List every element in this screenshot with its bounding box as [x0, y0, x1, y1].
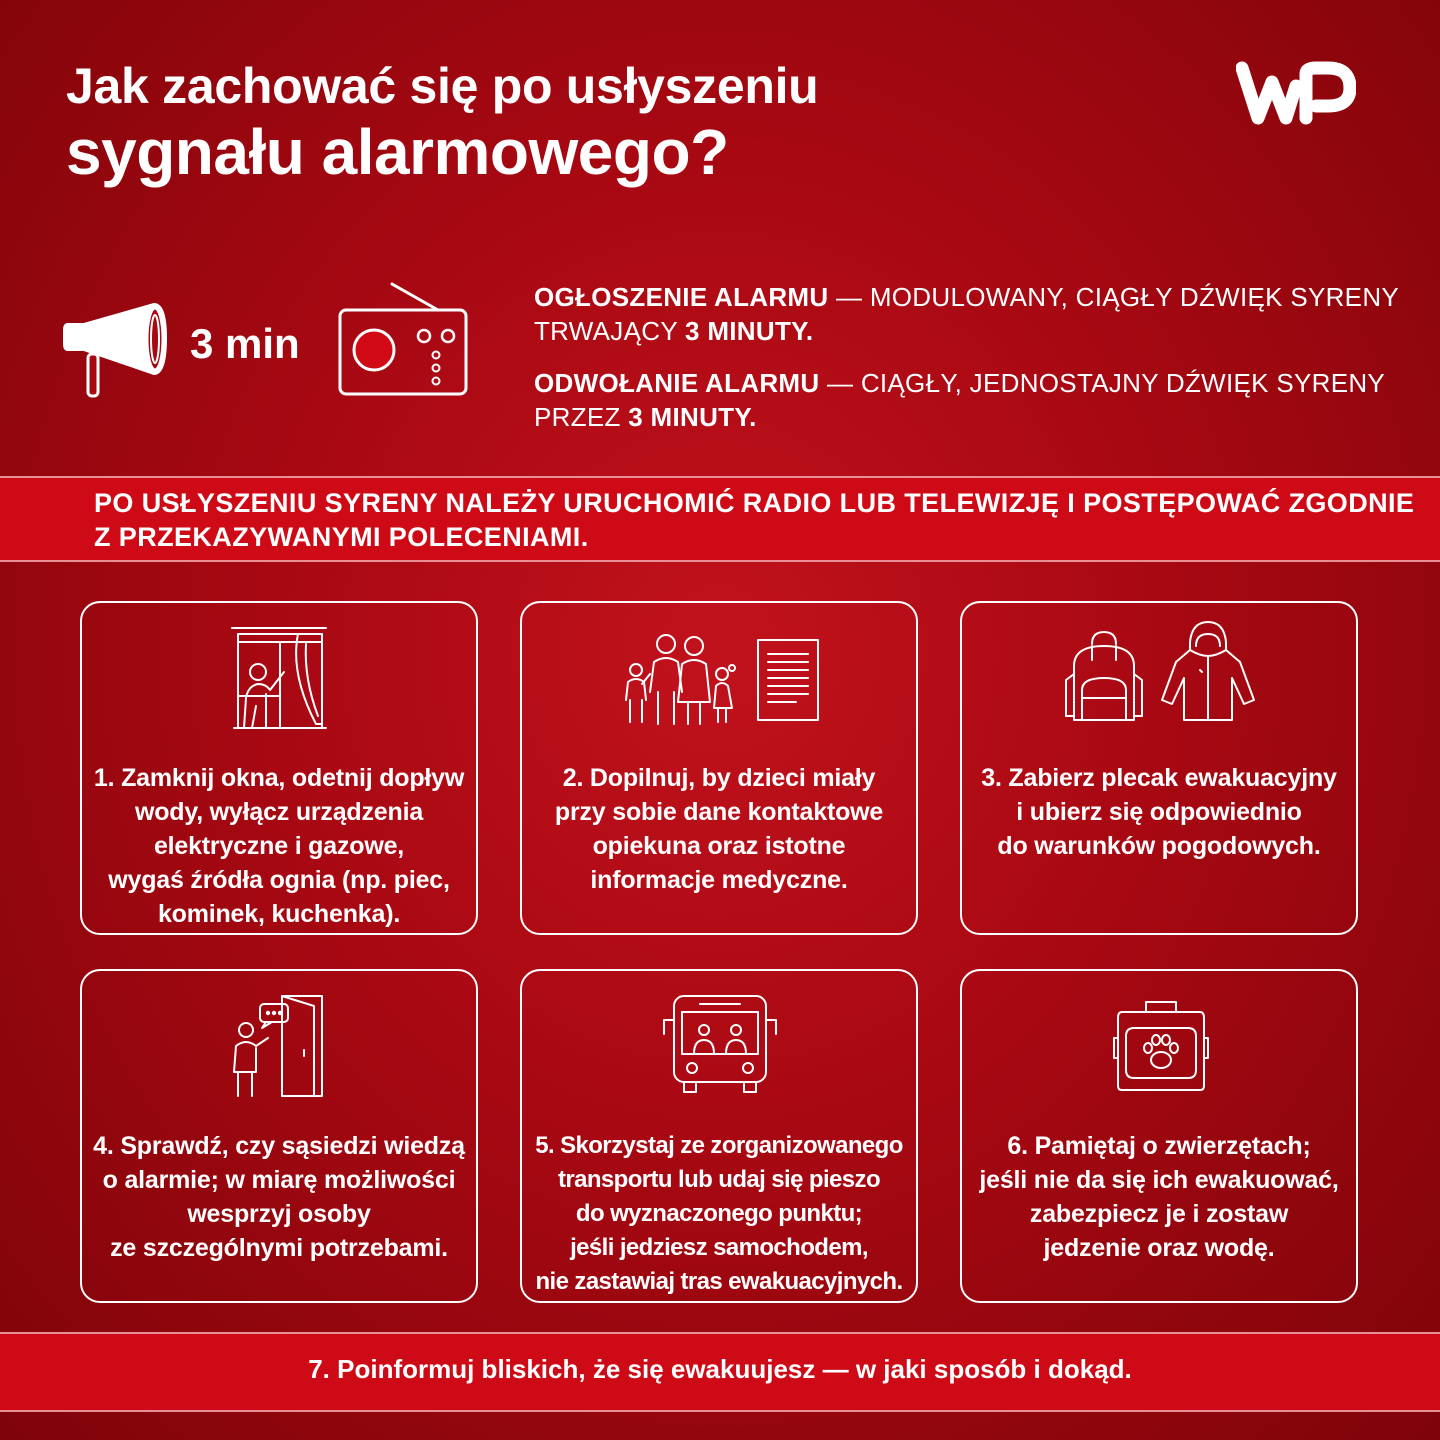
neighbor-door-icon [226, 992, 330, 1100]
cancellation-text: — CIĄGŁY, JEDNOSTAJNY DŹWIĘK SYRENY [819, 368, 1386, 398]
footer-text: 7. Poinformuj bliskich, że się ewakuujesz — w jaki sposób i dokąd. [308, 1354, 1132, 1384]
instruction-line: 5. Skorzystaj ze zorganizowanego [535, 1132, 903, 1159]
instruction-line: informacje medyczne. [590, 866, 848, 894]
instruction-text-5 [520, 1129, 918, 1299]
instruction-line: transportu lub udaj się pieszo [557, 1166, 881, 1193]
instruction-line: jedzenie oraz wodę. [1043, 1234, 1275, 1262]
instruction-line: 1. Zamknij okna, odetnij dopływ [93, 764, 465, 792]
instruction-line: wygaś źródła ognia (np. piec, [108, 866, 450, 894]
instruction-line: o alarmie; w miarę możliwości [102, 1166, 456, 1194]
notice-text [94, 486, 1414, 554]
instruction-text-1 [80, 761, 478, 931]
cancellation-label: ODWOŁANIE ALARMU [534, 368, 820, 398]
family-document-icon [616, 628, 826, 728]
announcement-label: OGŁOSZENIE ALARMU [534, 282, 829, 312]
instruction-line: i ubierz się odpowiednio [1016, 798, 1302, 826]
notice-line: PO USŁYSZENIU SYRENY NALEŻY URUCHOMIĆ RADIO LUB TELEWIZJĘ I POSTĘPOWAĆ ZGODNIE [94, 488, 1415, 518]
instruction-line: kominek, kuchenka). [157, 900, 401, 928]
instruction-line: 2. Dopilnuj, by dzieci miały [562, 764, 876, 792]
instruction-text-4 [80, 1129, 478, 1265]
radio-icon [334, 280, 474, 402]
pet-carrier-icon [1112, 998, 1210, 1094]
instruction-text-6 [960, 1129, 1358, 1265]
instruction-line: zabezpiecz je i zostaw [1029, 1200, 1289, 1228]
alarm-announcement [534, 280, 1399, 348]
megaphone-icon [62, 302, 170, 400]
announcement-text: — MODULOWANY, CIĄGŁY DŹWIĘK SYRENY [828, 282, 1400, 312]
bus-icon [660, 994, 780, 1094]
cancellation-text-2: PRZEZ [534, 402, 629, 432]
instruction-line: do warunków pogodowych. [997, 832, 1321, 860]
instruction-line: do wyznaczonego punktu; [575, 1200, 863, 1227]
alarm-cancellation [534, 366, 1385, 434]
instruction-line: nie zastawiaj tras ewakuacyjnych. [535, 1268, 903, 1295]
instruction-text-2 [520, 761, 918, 897]
instruction-line: 3. Zabierz plecak ewakuacyjny [981, 764, 1337, 792]
instruction-line: jeśli jedziesz samochodem, [570, 1234, 868, 1261]
instruction-line: wody, wyłącz urządzenia [134, 798, 424, 826]
instruction-line: 4. Sprawdź, czy sąsiedzi wiedzą [93, 1132, 465, 1160]
notice-line: Z PRZEKAZYWANYMI POLECENIAMI. [94, 522, 589, 552]
instruction-line: elektryczne i gazowe, [153, 832, 405, 860]
instruction-line: 6. Pamiętaj o zwierzętach; [1007, 1132, 1311, 1160]
instruction-line: jeśli nie da się ich ewakuować, [979, 1166, 1339, 1194]
alarm-duration: 3 min [190, 320, 300, 367]
instruction-line: wesprzyj osoby [187, 1200, 371, 1228]
instruction-line: przy sobie dane kontaktowe [554, 798, 884, 826]
announcement-text-2: TRWAJĄCY [534, 316, 686, 346]
instruction-line: opiekuna oraz istotne [592, 832, 846, 860]
window-icon [226, 624, 334, 732]
page-title-line1: Jak zachować się po usłyszeniu [66, 58, 819, 114]
cancellation-duration: 3 MINUTY. [628, 402, 757, 432]
announcement-duration: 3 MINUTY. [685, 316, 814, 346]
page-title-line2: sygnału alarmowego? [66, 116, 729, 188]
backpack-raincoat-icon [1062, 620, 1262, 724]
instruction-line: ze szczególnymi potrzebami. [110, 1234, 448, 1262]
wp-logo [1236, 58, 1356, 128]
instruction-text-3 [960, 761, 1358, 863]
